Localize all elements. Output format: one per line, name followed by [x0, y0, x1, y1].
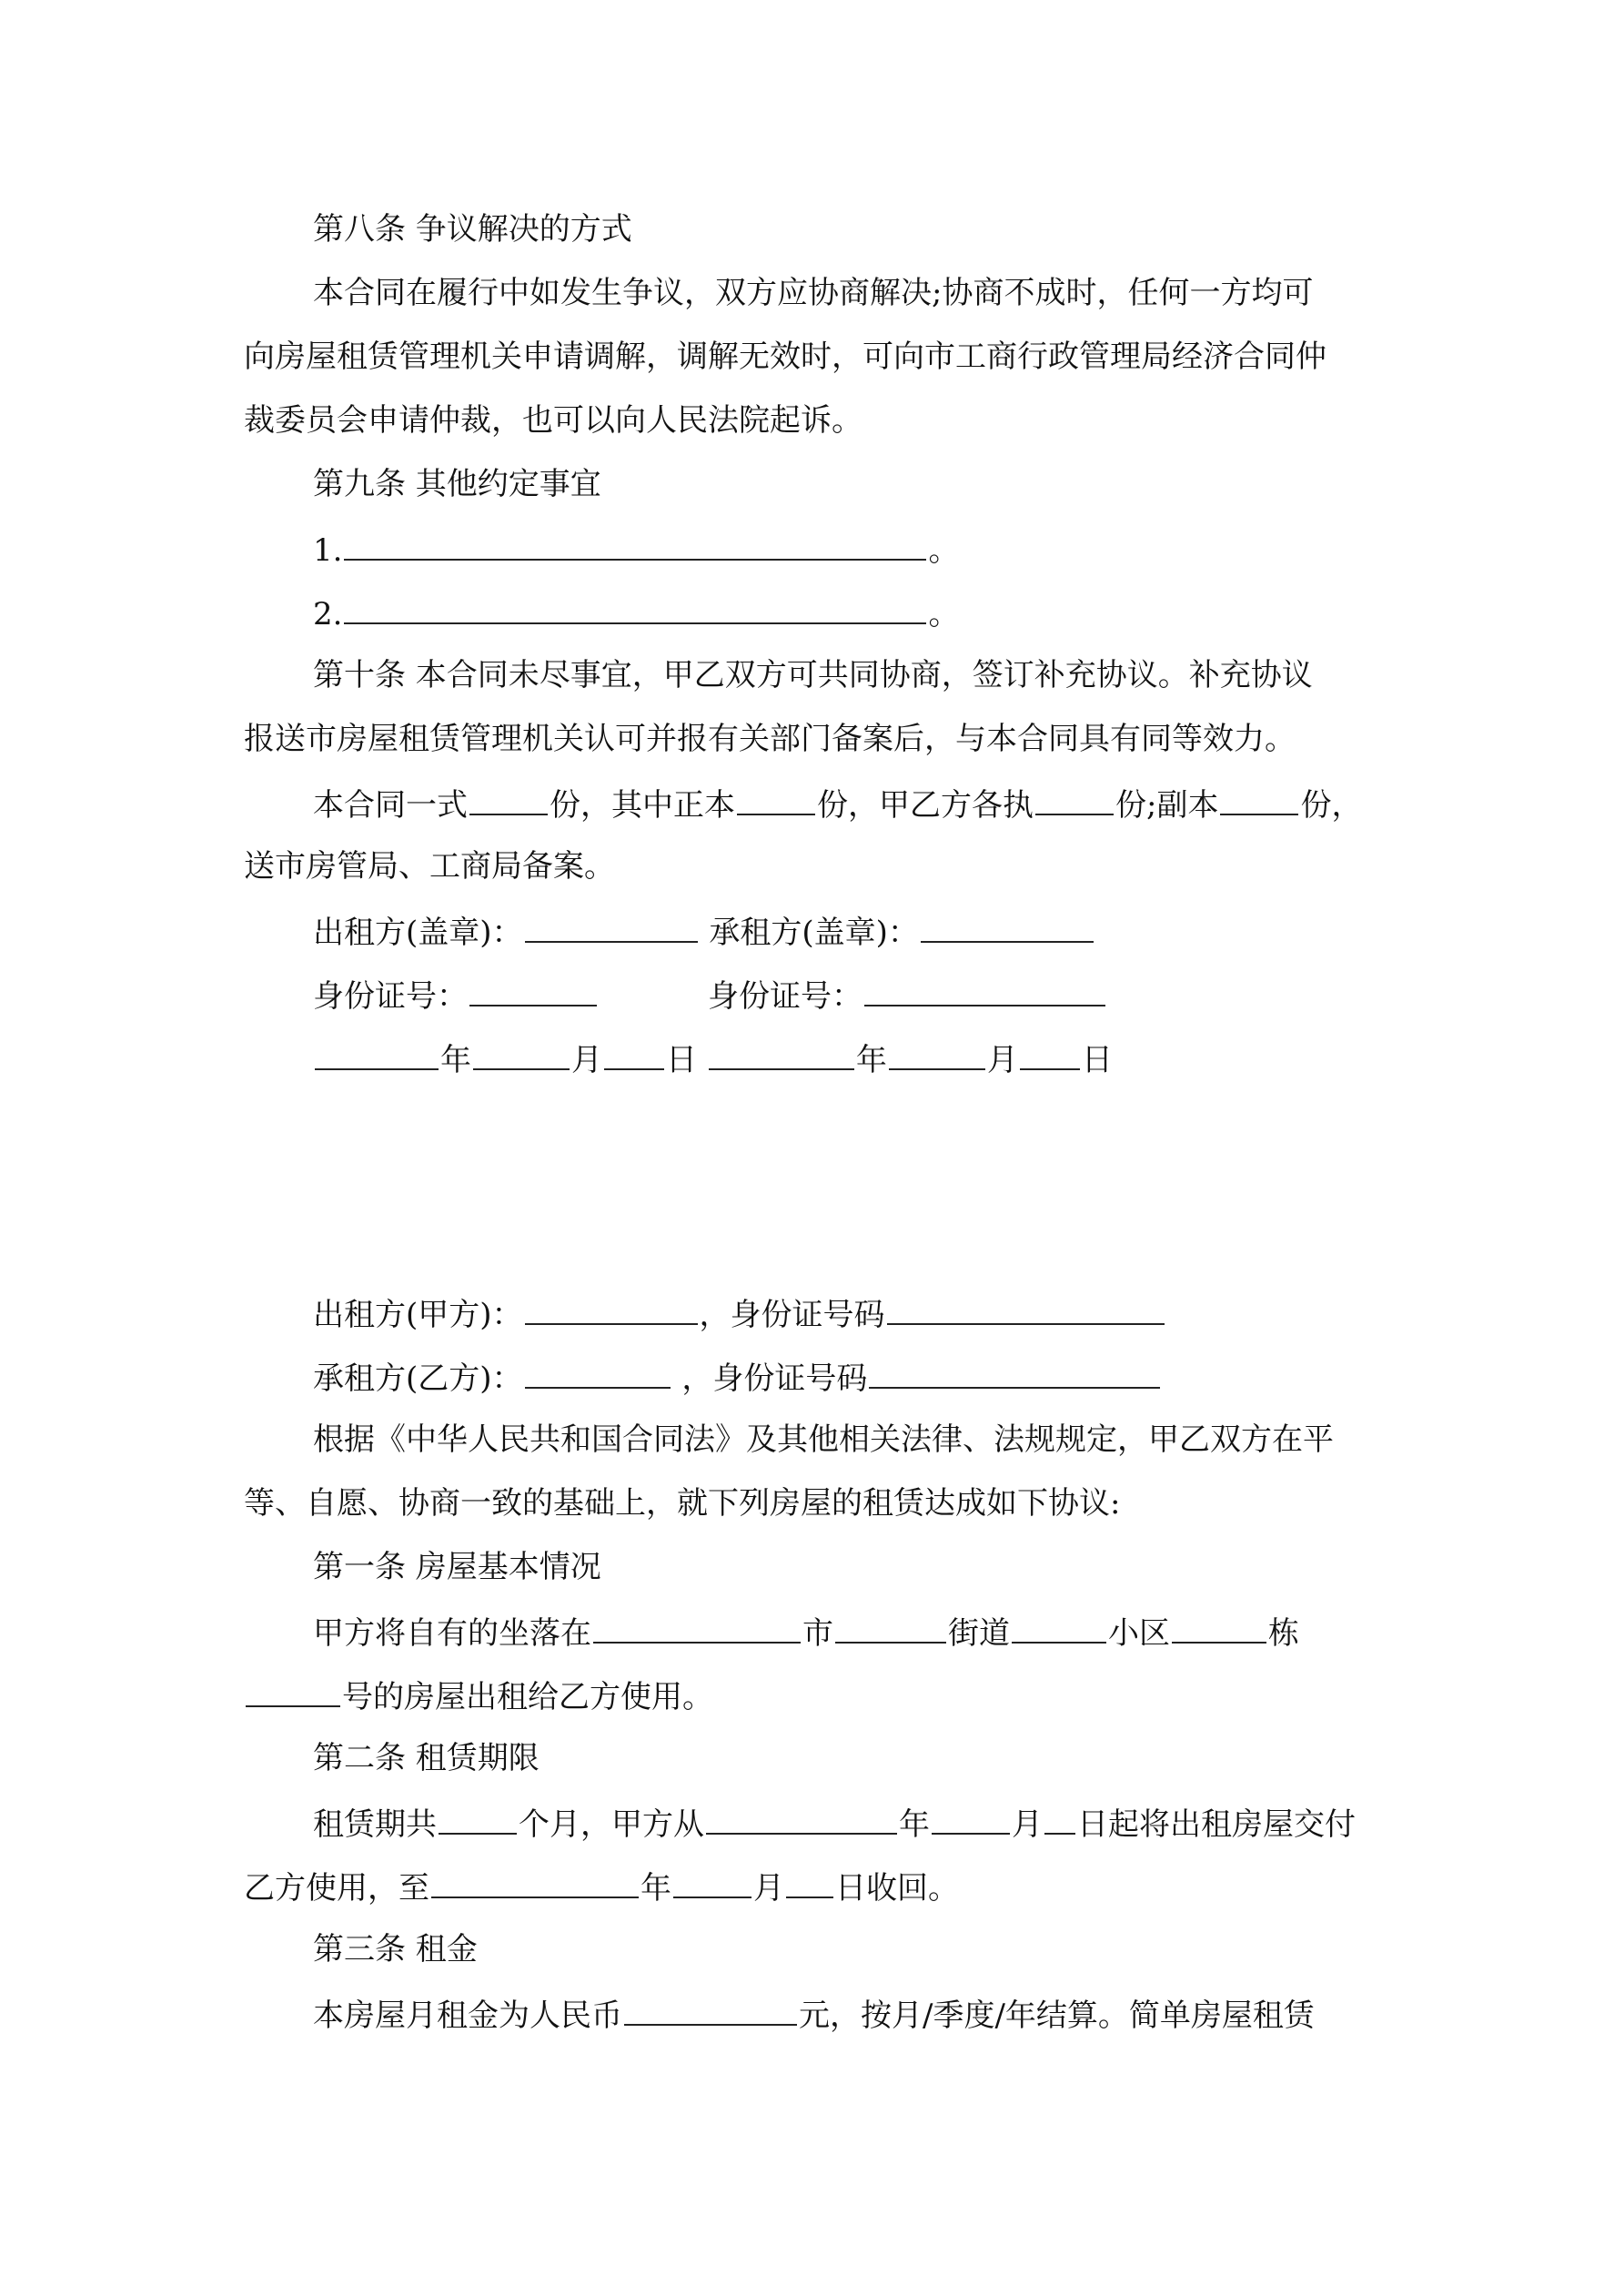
article-8-text-1: 本合同在履行中如发生争议，双方应协商解决;协商不成时，任何一方均可	[313, 275, 1314, 311]
rent-amount-field[interactable]	[624, 1995, 797, 2026]
lessee-id-field[interactable]	[869, 1358, 1160, 1389]
lessor-line	[313, 1294, 1166, 1333]
article-1-title: 第一条 房屋基本情况	[313, 1549, 601, 1585]
text: 份，其中正本	[550, 787, 735, 824]
text: 年	[899, 1806, 930, 1843]
article-2-title: 第二条 租赁期限	[313, 1740, 540, 1776]
article-2-line-1	[313, 1804, 1356, 1843]
end-month-field[interactable]	[673, 1867, 751, 1898]
month-field[interactable]	[473, 1039, 570, 1070]
lessee-seal-label: 承租方(盖章)：	[709, 915, 919, 951]
text: 份，	[1300, 787, 1363, 824]
lessor-id-label: 身份证号：	[313, 978, 468, 1015]
article-1-line-1	[313, 1613, 1299, 1652]
article-3-title: 第三条 租金	[313, 1931, 478, 1967]
item-number: 1.	[313, 532, 343, 569]
article-10-text-2: 报送市房屋租赁管理机关认可并报有关部门备案后，与本合同具有同等效力。	[244, 721, 1296, 757]
article-8-title: 第八条 争议解决的方式	[313, 211, 632, 248]
blank-field[interactable]	[344, 593, 926, 624]
text: 份;副本	[1115, 787, 1219, 824]
city-field[interactable]	[593, 1613, 801, 1644]
seal-line	[313, 912, 1095, 951]
article-1-line-2	[244, 1676, 713, 1715]
lessee-label: 承租方(乙方)：	[313, 1360, 523, 1397]
lessor-label: 出租方(甲方)：	[313, 1297, 523, 1333]
blank-field[interactable]	[344, 530, 926, 561]
start-day-field[interactable]	[1044, 1804, 1075, 1835]
other-item-2	[313, 593, 959, 632]
text: 本合同一式	[313, 787, 468, 824]
year-field[interactable]	[709, 1039, 854, 1070]
text: 甲方将自有的坐落在	[313, 1615, 591, 1652]
text: 栋	[1268, 1615, 1299, 1652]
id-label: ，身份证号码	[681, 1360, 868, 1397]
text: 份，甲乙方各执	[817, 787, 1034, 824]
start-year-field[interactable]	[706, 1804, 897, 1835]
months-field[interactable]	[439, 1804, 517, 1835]
id-label: ，身份证号码	[699, 1297, 885, 1333]
blank-field[interactable]	[1220, 784, 1298, 815]
day-field[interactable]	[604, 1039, 664, 1070]
text: 乙方使用，至	[244, 1870, 429, 1907]
other-item-1	[313, 530, 959, 569]
lessee-seal-field[interactable]	[921, 912, 1094, 943]
text: 小区	[1108, 1615, 1170, 1652]
text: 月	[753, 1870, 784, 1907]
article-9-title: 第九条 其他约定事宜	[313, 466, 601, 502]
text: 日	[1081, 1042, 1113, 1078]
intro-text-1: 根据《中华人民共和国合同法》及其他相关法律、法规规定，甲乙双方在平	[313, 1421, 1334, 1458]
text: 年	[641, 1870, 671, 1907]
end-year-field[interactable]	[431, 1867, 639, 1898]
text: 日收回。	[835, 1870, 959, 1907]
day-field[interactable]	[1020, 1039, 1080, 1070]
lessee-id-field[interactable]	[864, 976, 1105, 1006]
lessee-line	[313, 1358, 1162, 1397]
item-number: 2.	[313, 596, 343, 632]
copies-line	[313, 784, 1362, 824]
month-field[interactable]	[889, 1039, 985, 1070]
text: 个月，甲方从	[519, 1806, 704, 1843]
text: 市	[802, 1615, 833, 1652]
blank-field[interactable]	[469, 784, 548, 815]
text: 租赁期共	[313, 1806, 437, 1843]
blank-field[interactable]	[1035, 784, 1114, 815]
text: 年	[855, 1042, 887, 1078]
lessor-seal-label: 出租方(盖章)：	[313, 915, 523, 951]
article-10-text-1: 第十条 本合同未尽事宜，甲乙双方可共同协商，签订补充协议。补充协议	[313, 657, 1313, 693]
blank-field[interactable]	[737, 784, 815, 815]
text: 日	[666, 1042, 697, 1078]
start-month-field[interactable]	[932, 1804, 1010, 1835]
building-field[interactable]	[1172, 1613, 1266, 1644]
text: 号的房屋出租给乙方使用。	[342, 1679, 713, 1715]
id-line	[313, 976, 1107, 1015]
lessor-name-field[interactable]	[525, 1294, 698, 1325]
article-3-line-1	[313, 1995, 1315, 2034]
text: 月	[986, 1042, 1018, 1078]
street-field[interactable]	[835, 1613, 946, 1644]
lessor-seal-field[interactable]	[525, 912, 698, 943]
period: 。	[928, 532, 960, 569]
text: 年	[440, 1042, 471, 1078]
date-line	[313, 1039, 1113, 1078]
year-field[interactable]	[315, 1039, 439, 1070]
text: 元，按月/季度/年结算。简单房屋租赁	[799, 1998, 1315, 2034]
lessee-id-label: 身份证号：	[708, 978, 862, 1015]
number-field[interactable]	[246, 1676, 340, 1707]
intro-text-2: 等、自愿、协商一致的基础上，就下列房屋的租赁达成如下协议:	[244, 1485, 1121, 1522]
lessor-id-field[interactable]	[887, 1294, 1165, 1325]
article-8-text-3: 裁委员会申请仲裁，也可以向人民法院起诉。	[244, 402, 862, 439]
text: 本房屋月租金为人民币	[313, 1998, 622, 2034]
copies-line-2: 送市房管局、工商局备案。	[244, 848, 615, 885]
lessor-id-field[interactable]	[469, 976, 597, 1006]
lessee-name-field[interactable]	[525, 1358, 671, 1389]
community-field[interactable]	[1012, 1613, 1106, 1644]
text: 日起将出租房屋交付	[1077, 1806, 1356, 1843]
end-day-field[interactable]	[786, 1867, 833, 1898]
article-2-line-2	[244, 1867, 959, 1907]
text: 月	[571, 1042, 602, 1078]
text: 街道	[948, 1615, 1010, 1652]
article-8-text-2: 向房屋租赁管理机关申请调解，调解无效时，可向市工商行政管理局经济合同仲	[244, 339, 1326, 375]
text: 月	[1012, 1806, 1043, 1843]
period: 。	[928, 596, 960, 632]
